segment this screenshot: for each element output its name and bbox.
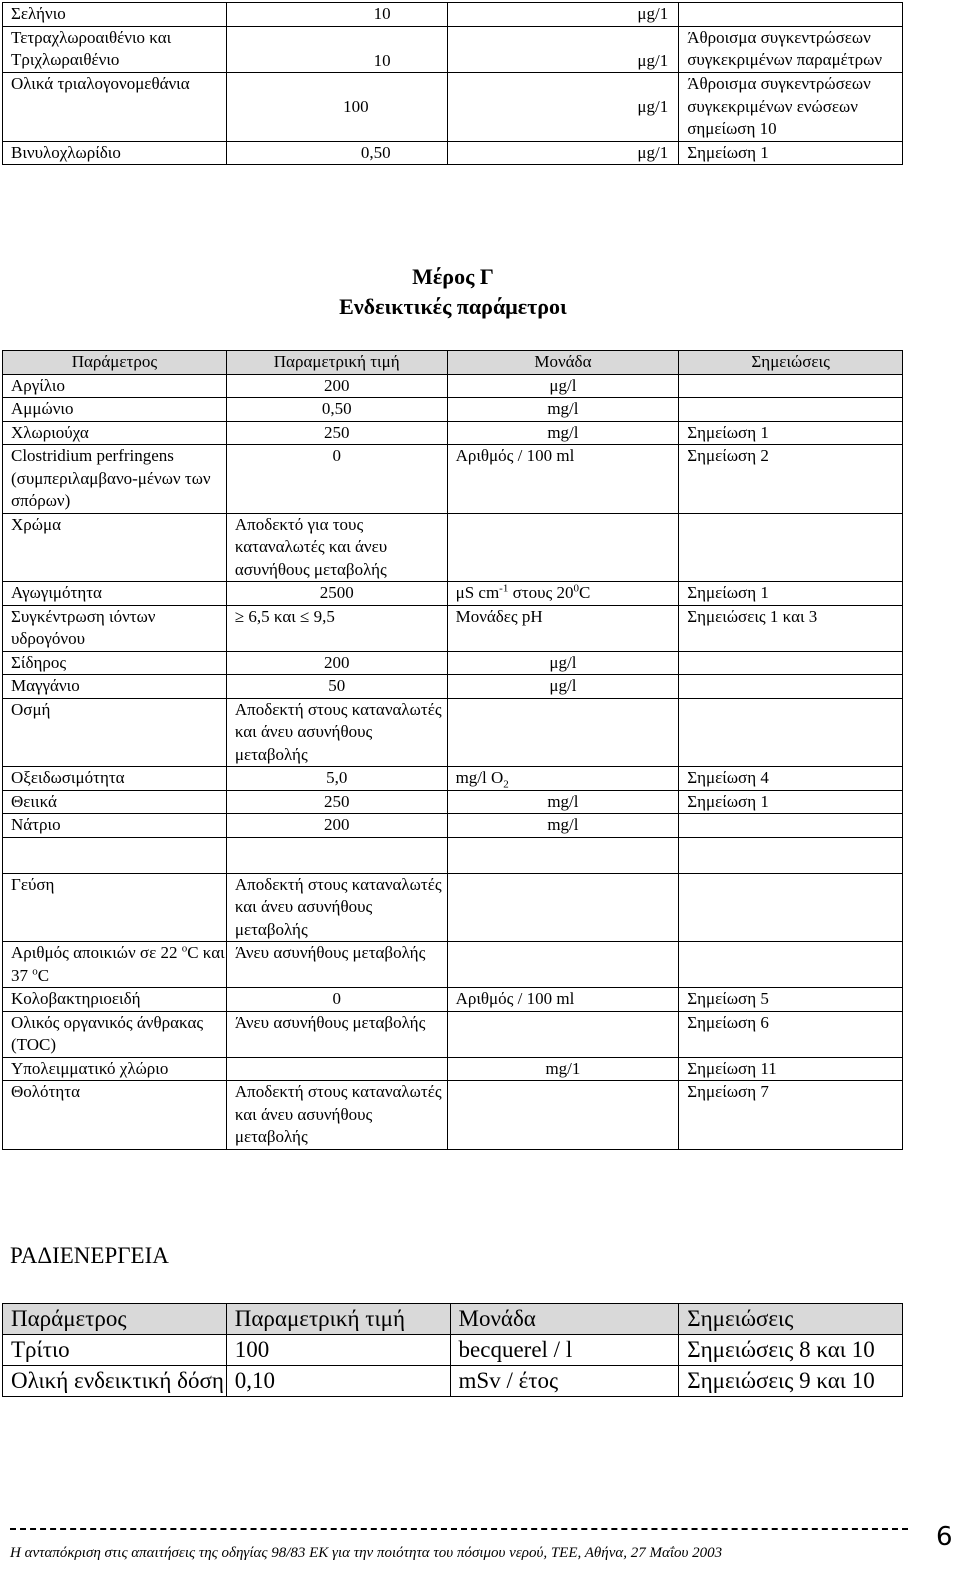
unit-cell: mSv / έτος [450, 1366, 679, 1397]
table-row [3, 1081, 903, 1150]
table-row [3, 675, 903, 699]
note-cell [679, 873, 903, 942]
param-cell: Ολικά τριαλογονομεθάνια [3, 73, 227, 142]
radiation-title: ΡΑΔΙΕΝΕΡΓΕΙΑ [10, 1243, 169, 1268]
table-row [3, 26, 903, 73]
param-cell: Αγωγιμότητα [3, 582, 227, 606]
param-cell: Θολότητα [3, 1081, 227, 1150]
param-cell: Αμμώνιο [3, 398, 227, 422]
value-cell: 250 [226, 421, 447, 445]
value-cell: Αποδεκτή στους καταναλωτές και άνευ ασυνήθους μεταβολής [226, 1081, 447, 1150]
empty-cell [226, 837, 447, 873]
unit-cell: mg/l [447, 421, 679, 445]
unit-cell: Αριθμός / 100 ml [447, 988, 679, 1012]
note-cell: Σημείωση 5 [679, 988, 903, 1012]
param-cell: Χλωριούχα [3, 421, 227, 445]
note-cell [679, 398, 903, 422]
header-cell: Παράμετρος [3, 1304, 227, 1335]
value-cell: ≥ 6,5 και ≤ 9,5 [226, 605, 447, 651]
section-subtitle: Ενδεικτικές παράμετροι [339, 294, 567, 319]
value-cell: 100 [226, 1335, 450, 1366]
unit-cell: mg/l [447, 814, 679, 838]
unit-cell [447, 1011, 679, 1057]
table-row [3, 73, 903, 142]
header-cell: Σημειώσεις [679, 351, 903, 375]
unit-cell: μg/1 [447, 73, 679, 142]
value-cell: Αποδεκτό για τους καταναλωτές και άνευ ασυνήθους μεταβολής [226, 513, 447, 582]
param-cell: Βινυλοχλωρίδιο [3, 141, 227, 165]
value-cell: 5,0 [226, 767, 447, 791]
unit-cell: μS $cm^{-1}$ στους $20^0C$ [447, 582, 679, 606]
value-cell: 200 [226, 651, 447, 675]
param-cell: Οσμή [3, 698, 227, 767]
note-cell: Σημειώσεις 1 και 3 [679, 605, 903, 651]
note-cell [679, 651, 903, 675]
param-cell: Αριθμός αποικιών σε 22 $^o$C και 37 $^o$C [3, 942, 227, 988]
header-cell: Μονάδα [450, 1304, 679, 1335]
param-cell: Θειικά [3, 790, 227, 814]
table-row [3, 445, 903, 514]
table-row [3, 814, 903, 838]
value-cell: 50 [226, 675, 447, 699]
radiation-table [2, 1303, 903, 1397]
note-cell: Σημειώσεις 8 και 10 [679, 1335, 903, 1366]
section-title: Μέρος Γ [412, 264, 494, 289]
unit-cell: μg/l [447, 374, 679, 398]
value-cell: 10 [226, 3, 447, 27]
value-cell: 0 [226, 445, 447, 514]
table-row [3, 942, 903, 988]
param-cell: Σίδηρος [3, 651, 227, 675]
note-cell: Άθροισμα συγκεντρώσεων συγκεκριμένων ενώσεων σημείωση 10 [679, 73, 903, 142]
value-cell: 200 [226, 814, 447, 838]
table-row [3, 3, 903, 27]
table-row [3, 698, 903, 767]
param-cell: Σελήνιο [3, 3, 227, 27]
note-cell: Σημείωση 4 [679, 767, 903, 791]
value-cell: 0,50 [226, 398, 447, 422]
table-header-row [3, 1304, 903, 1335]
value-cell: Άνευ ασυνήθους μεταβολής [226, 1011, 447, 1057]
table-row [3, 1366, 903, 1397]
value-cell: 0,50 [226, 141, 447, 165]
value-cell: Αποδεκτή στους καταναλωτές και άνευ ασυνήθους μεταβολής [226, 873, 447, 942]
table-body [3, 374, 903, 1149]
param-cell: Ολική ενδεικτική δόση [3, 1366, 227, 1397]
header-cell: Σημειώσεις [679, 1304, 903, 1335]
unit-cell: μg/1 [447, 26, 679, 73]
unit-cell: μg/l [447, 675, 679, 699]
table-row [3, 767, 903, 791]
param-cell: Ολικός οργανικός άνθρακας (TOC) [3, 1011, 227, 1057]
empty-cell [3, 837, 227, 873]
indicative-parameters-table [2, 350, 903, 1150]
param-cell: Κολοβακτηριοειδή [3, 988, 227, 1012]
param-cell: Τετραχλωροαιθένιο και Τριχλωραιθένιο [3, 26, 227, 73]
header-cell: Παραμετρική τιμή [226, 1304, 450, 1335]
unit-cell [447, 698, 679, 767]
unit-cell [447, 873, 679, 942]
table-header-row [3, 351, 903, 375]
empty-cell [679, 837, 903, 873]
note-cell: Σημείωση 6 [679, 1011, 903, 1057]
note-cell: Σημείωση 1 [679, 790, 903, 814]
value-cell: 250 [226, 790, 447, 814]
note-cell: Σημείωση 1 [679, 582, 903, 606]
note-cell: Σημειώσεις 9 και 10 [679, 1366, 903, 1397]
table-row [3, 1011, 903, 1057]
unit-cell [447, 513, 679, 582]
table-row [3, 1057, 903, 1081]
table-row [3, 790, 903, 814]
unit-cell: Μονάδες pH [447, 605, 679, 651]
table-row [3, 421, 903, 445]
note-cell: Σημείωση 1 [679, 421, 903, 445]
table-row [3, 988, 903, 1012]
param-cell: Αργίλιο [3, 374, 227, 398]
value-cell: Αποδεκτή στους καταναλωτές και άνευ ασυνήθους μεταβολής [226, 698, 447, 767]
param-cell: Νάτριο [3, 814, 227, 838]
footer-divider [10, 1528, 908, 1530]
value-cell [226, 1057, 447, 1081]
note-cell: Σημείωση 7 [679, 1081, 903, 1150]
unit-cell: mg/l [447, 790, 679, 814]
note-cell [679, 698, 903, 767]
table-row [3, 374, 903, 398]
unit-cell: becquerel / l [450, 1335, 679, 1366]
table-spacer-row [3, 837, 903, 873]
unit-cell: μg/l [447, 651, 679, 675]
unit-cell: Αριθμός / 100 ml [447, 445, 679, 514]
param-cell: Τρίτιο [3, 1335, 227, 1366]
header-cell: Παραμετρική τιμή [226, 351, 447, 375]
table-row [3, 398, 903, 422]
unit-cell: mg/l [447, 398, 679, 422]
table-row [3, 1335, 903, 1366]
unit-cell [447, 942, 679, 988]
note-cell [679, 513, 903, 582]
value-cell: 0,10 [226, 1366, 450, 1397]
value-cell: 100 [226, 73, 447, 142]
value-cell: 200 [226, 374, 447, 398]
note-cell: Σημείωση 11 [679, 1057, 903, 1081]
table-row [3, 605, 903, 651]
table-row [3, 582, 903, 606]
param-cell: Μαγγάνιο [3, 675, 227, 699]
table-row [3, 651, 903, 675]
value-cell: 10 [226, 26, 447, 73]
unit-cell [447, 1081, 679, 1150]
param-cell: Συγκέντρωση ιόντων υδρογόνου [3, 605, 227, 651]
note-cell [679, 3, 903, 27]
empty-cell [447, 837, 679, 873]
table-row [3, 873, 903, 942]
unit-cell: μg/1 [447, 141, 679, 165]
header-cell: Μονάδα [447, 351, 679, 375]
note-cell [679, 374, 903, 398]
page-number: 6 [936, 1522, 953, 1552]
table-row [3, 141, 903, 165]
param-cell: Χρώμα [3, 513, 227, 582]
value-cell: 2500 [226, 582, 447, 606]
param-cell: Clostridium perfringens (συμπεριλαμβανο-μένων των σπόρων) [3, 445, 227, 514]
unit-cell: mg/1 [447, 1057, 679, 1081]
param-cell: Υπολειμματικό χλώριο [3, 1057, 227, 1081]
header-cell: Παράμετρος [3, 351, 227, 375]
value-cell: Άνευ ασυνήθους μεταβολής [226, 942, 447, 988]
value-cell: 0 [226, 988, 447, 1012]
note-cell: Άθροισμα συγκεντρώσεων συγκεκριμένων παραμέτρων [679, 26, 903, 73]
footer-text: Η ανταπόκριση στις απαιτήσεις της οδηγίας 98/83 ΕΚ για την ποιότητα του πόσιμου νερού, ΤΕΕ, Αθήνα, 27 Μαΐου 2003 [10, 1545, 723, 1561]
param-cell: Οξειδωσιμότητα [3, 767, 227, 791]
note-cell [679, 942, 903, 988]
unit-cell: μg/1 [447, 3, 679, 27]
table-row [3, 513, 903, 582]
note-cell [679, 814, 903, 838]
note-cell: Σημείωση 2 [679, 445, 903, 514]
unit-cell: mg/l $O_2$ [447, 767, 679, 791]
note-cell [679, 675, 903, 699]
param-cell: Γεύση [3, 873, 227, 942]
top-table [2, 2, 903, 165]
note-cell: Σημείωση 1 [679, 141, 903, 165]
